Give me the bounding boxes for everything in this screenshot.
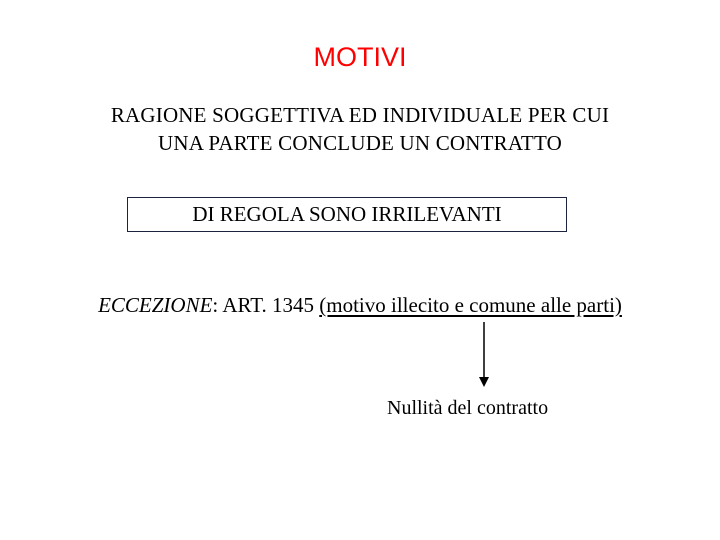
definition-line-2: UNA PARTE CONCLUDE UN CONTRATTO	[158, 131, 562, 155]
slide-title: MOTIVI	[313, 42, 407, 72]
exception-label: ECCEZIONE	[98, 293, 213, 317]
exception-detail: (motivo illecito e comune alle parti)	[319, 293, 622, 317]
exception-article: : ART. 1345	[212, 293, 320, 317]
consequence-text: Nullità del contratto	[387, 397, 549, 419]
rule-box: DI REGOLA SONO IRRILEVANTI	[127, 197, 567, 232]
definition-line-1: RAGIONE SOGGETTIVA ED INDIVIDUALE PER CUI	[110, 103, 610, 127]
down-arrow-icon	[476, 322, 492, 388]
exception-line	[0, 290, 720, 320]
definition-text	[0, 101, 720, 157]
